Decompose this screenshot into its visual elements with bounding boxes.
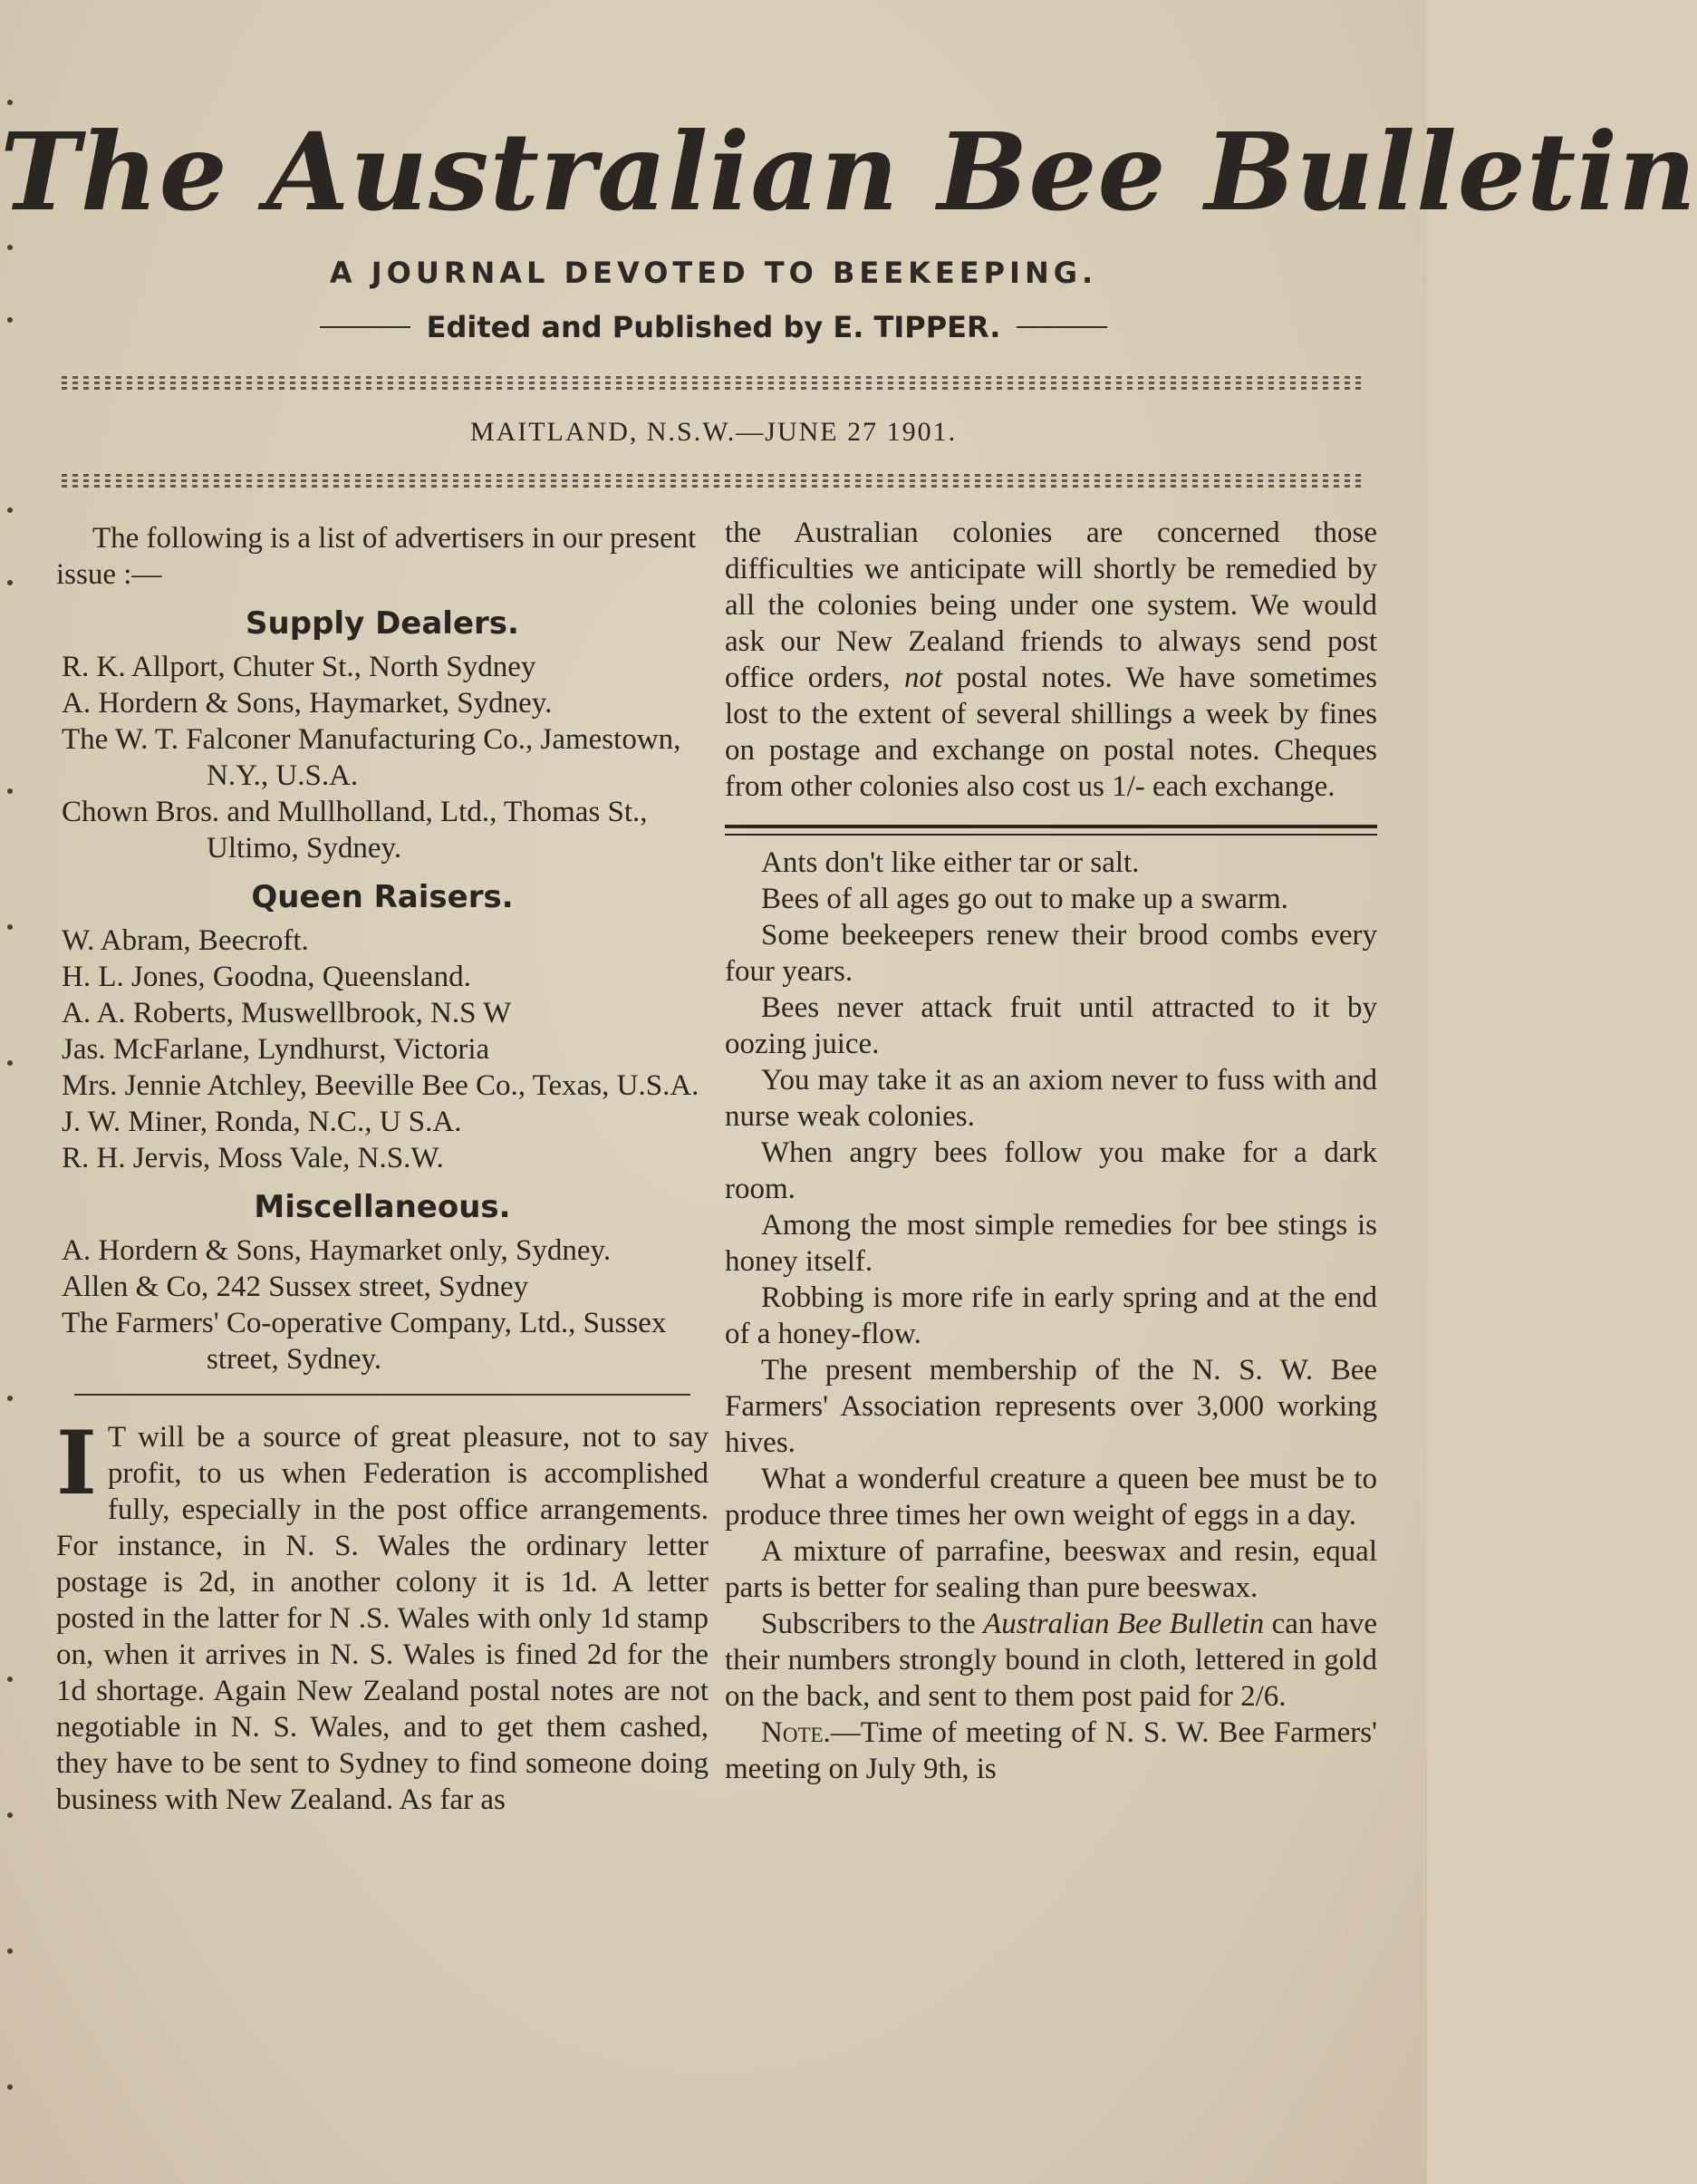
article-continuation-text-a: the Australian colonies are concerned those difficulties we anticipate will shortly be remedied by all the colonies being under one system. We would ask our New Zealand friends to always send post office orders,	[725, 517, 1377, 694]
ornament-border-top	[62, 373, 1366, 390]
left-column	[56, 520, 709, 1818]
editor-rule-left	[320, 326, 410, 328]
double-rule-thick	[725, 825, 1377, 828]
editor-rule-right	[1017, 326, 1107, 328]
advertiser-entry: A. A. Roberts, Muswellbrook, N.S W	[62, 997, 512, 1029]
bee-note: What a wonderful creature a queen bee must be to produce three times her own weight of eggs in a day.	[725, 1463, 1377, 1532]
advertiser-entry: J. W. Miner, Ronda, N.C., U S.A.	[62, 1106, 462, 1138]
double-rule-thin	[725, 834, 1377, 836]
note-text: —Time of meeting of N. S. W. Bee Farmers' meeting on July 9th, is	[725, 1716, 1377, 1785]
dateline: MAITLAND, N.S.W.—JUNE 27 1901.	[469, 417, 958, 447]
bee-note: Among the most simple remedies for bee stings is honey itself.	[725, 1209, 1377, 1278]
section-heading-supply-dealers: Supply Dealers.	[246, 605, 519, 642]
subscription-text-b: can have their numbers strongly bound in cloth, lettered in gold on the back, and sent to them post paid for 2/6.	[725, 1608, 1378, 1713]
advertiser-entry: A. Hordern & Sons, Haymarket only, Sydney.	[62, 1234, 612, 1267]
drop-cap: I	[56, 1412, 97, 1514]
advertisers-intro: The following is a list of advertisers in our present issue :—	[56, 522, 697, 591]
editor-line	[0, 310, 1427, 344]
advertiser-entry: Chown Bros. and Mullholland, Ltd., Thomas St., Ultimo, Sydney.	[62, 796, 648, 865]
bee-note: Bees never attack fruit until attracted to it by oozing juice.	[725, 991, 1377, 1060]
article-continuation-text-b: postal notes. We have sometimes lost to the extent of several shillings a week by fines on postage and exchange on postal notes. Cheques from other colonies also cost us 1/- each exchange.	[725, 662, 1378, 803]
bee-note: You may take it as an axiom never to fuss with and nurse weak colonies.	[725, 1064, 1377, 1133]
section-heading-queen-raisers: Queen Raisers.	[251, 879, 514, 915]
bee-note: Bees of all ages go out to make up a swarm.	[761, 883, 1288, 915]
federation-article	[56, 1412, 709, 1818]
bee-notes-list	[725, 845, 1377, 1787]
advertiser-entry: The W. T. Falconer Manufacturing Co., Jamestown, N.Y., U.S.A.	[62, 723, 681, 792]
right-column	[725, 515, 1377, 1787]
article-continuation-emphasis: not	[903, 662, 943, 694]
ornament-border-bottom	[62, 471, 1366, 488]
bee-note: Robbing is more rife in early spring and at the end of a honey-flow.	[725, 1281, 1377, 1350]
advertiser-entry: Jas. McFarlane, Lyndhurst, Victoria	[62, 1033, 490, 1066]
advertiser-entry: A. Hordern & Sons, Haymarket, Sydney.	[62, 687, 553, 720]
bee-note: The present membership of the N. S. W. Bee Farmers' Association represents over 3,000 working hives.	[725, 1354, 1377, 1459]
subscription-note	[725, 1606, 1377, 1715]
section-divider	[74, 1394, 690, 1396]
article-continuation	[725, 515, 1377, 805]
advertiser-entry: R. H. Jervis, Moss Vale, N.S.W.	[62, 1142, 444, 1174]
bee-note: A mixture of parrafine, beeswax and resin, equal parts is better for sealing than pure beeswax.	[725, 1535, 1377, 1604]
bee-note: Some beekeepers renew their brood combs every four years.	[725, 919, 1377, 988]
advertiser-entry: R. K. Allport, Chuter St., North Sydney	[62, 651, 536, 683]
subscription-text-a: Subscribers to the	[761, 1608, 976, 1640]
note-label: Note.	[761, 1716, 831, 1749]
advertiser-entry: W. Abram, Beecroft.	[62, 924, 309, 957]
bee-note: Ants don't like either tar or salt.	[761, 846, 1140, 879]
advertiser-entry: The Farmers' Co-operative Company, Ltd., Sussex street, Sydney.	[62, 1307, 667, 1376]
publication-subtitle: A JOURNAL DEVOTED TO BEEKEEPING.	[329, 256, 1098, 290]
publication-title: The Australian Bee Bulletin	[0, 109, 1697, 235]
section-heading-miscellaneous: Miscellaneous.	[254, 1189, 511, 1225]
masthead	[0, 109, 1697, 344]
bee-note: When angry bees follow you make for a dark room.	[725, 1136, 1377, 1205]
advertiser-entry: Mrs. Jennie Atchley, Beeville Bee Co., Texas, U.S.A.	[62, 1069, 699, 1102]
meeting-note	[725, 1715, 1377, 1787]
advertiser-entry: Allen & Co, 242 Sussex street, Sydney	[62, 1271, 529, 1303]
editor-text: Edited and Published by E. TIPPER.	[426, 310, 1001, 344]
subscription-journal-name: Australian Bee Bulletin	[983, 1608, 1265, 1640]
article-body: T will be a source of great pleasure, not to say profit, to us when Federation is accomplished fully, especially in the post office arrangements. For instance, in N. S. Wales the ordinary letter postage is 2d, in another colony it is 1d. A letter posted in the latter for N .S. Wales with only 1d stamp on, when it arrives in N. S. Wales is fined 2d for the 1d shortage. Again New Zealand postal notes are not negotiable in N. S. Wales, and to get them cashed, they have to be sent to Sydney to find someone doing business with New Zealand. As far as	[56, 1421, 709, 1816]
advertiser-entry: H. L. Jones, Goodna, Queensland.	[62, 961, 471, 993]
